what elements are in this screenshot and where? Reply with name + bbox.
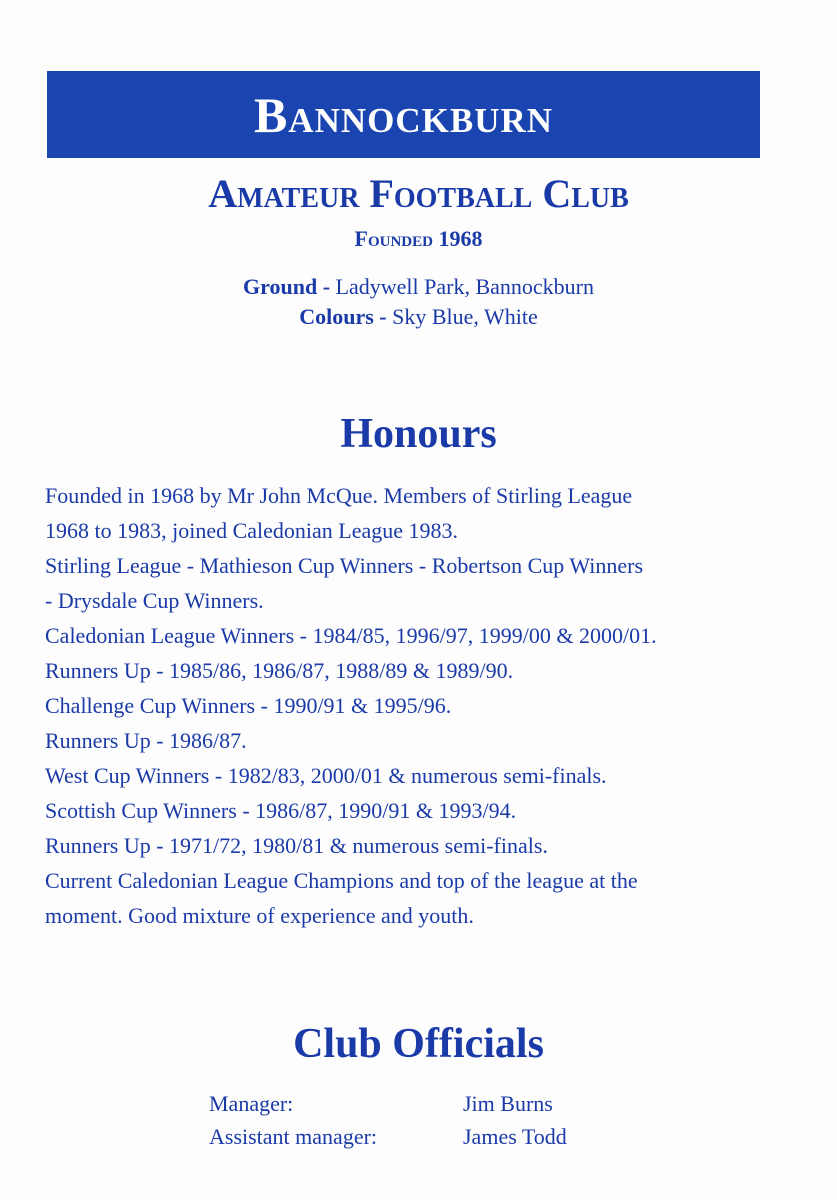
official-name: James Todd bbox=[463, 1124, 567, 1149]
honours-heading: Honours bbox=[340, 411, 497, 457]
official-role: Assistant manager: bbox=[209, 1124, 378, 1149]
honours-line: moment. Good mixture of experience and youth. bbox=[45, 903, 474, 928]
colours-label: Colours - bbox=[299, 304, 387, 329]
honours-line: Runners Up - 1986/87. bbox=[45, 728, 247, 753]
honours-line: 1968 to 1983, joined Caledonian League 1983. bbox=[45, 518, 459, 543]
founded-year: Founded 1968 bbox=[354, 226, 483, 251]
officials-roles bbox=[209, 1087, 377, 1153]
club-subtitle: Amateur Football Club bbox=[208, 171, 629, 216]
honours-line: Caledonian League Winners - 1984/85, 1996/97, 1999/00 & 2000/01. bbox=[45, 623, 657, 648]
title-banner bbox=[47, 71, 760, 158]
official-role: Manager: bbox=[209, 1091, 294, 1116]
colours-value: Sky Blue, White bbox=[392, 304, 538, 329]
honours-line: Founded in 1968 by Mr John McQue. Members of Stirling League bbox=[45, 483, 633, 508]
honours-line: West Cup Winners - 1982/83, 2000/01 & numerous semi-finals. bbox=[45, 763, 607, 788]
honours-line: Scottish Cup Winners - 1986/87, 1990/91 & 1993/94. bbox=[45, 798, 517, 823]
officials-names bbox=[463, 1087, 567, 1153]
club-title: Bannockburn bbox=[253, 86, 554, 143]
honours-text bbox=[45, 478, 785, 933]
ground-label: Ground - bbox=[243, 274, 331, 299]
honours-line: Challenge Cup Winners - 1990/91 & 1995/96. bbox=[45, 693, 452, 718]
ground-line bbox=[0, 274, 837, 300]
officials-heading: Club Officials bbox=[293, 1021, 544, 1067]
honours-line: Runners Up - 1985/86, 1986/87, 1988/89 & 1989/90. bbox=[45, 658, 514, 683]
honours-line: Runners Up - 1971/72, 1980/81 & numerous semi-finals. bbox=[45, 833, 548, 858]
honours-line: Current Caledonian League Champions and top of the league at the bbox=[45, 868, 638, 893]
ground-value: Ladywell Park, Bannockburn bbox=[335, 274, 594, 299]
honours-line: Stirling League - Mathieson Cup Winners - Robertson Cup Winners bbox=[45, 553, 644, 578]
colours-line bbox=[0, 304, 837, 330]
official-name: Jim Burns bbox=[463, 1091, 553, 1116]
honours-line: - Drysdale Cup Winners. bbox=[45, 588, 264, 613]
